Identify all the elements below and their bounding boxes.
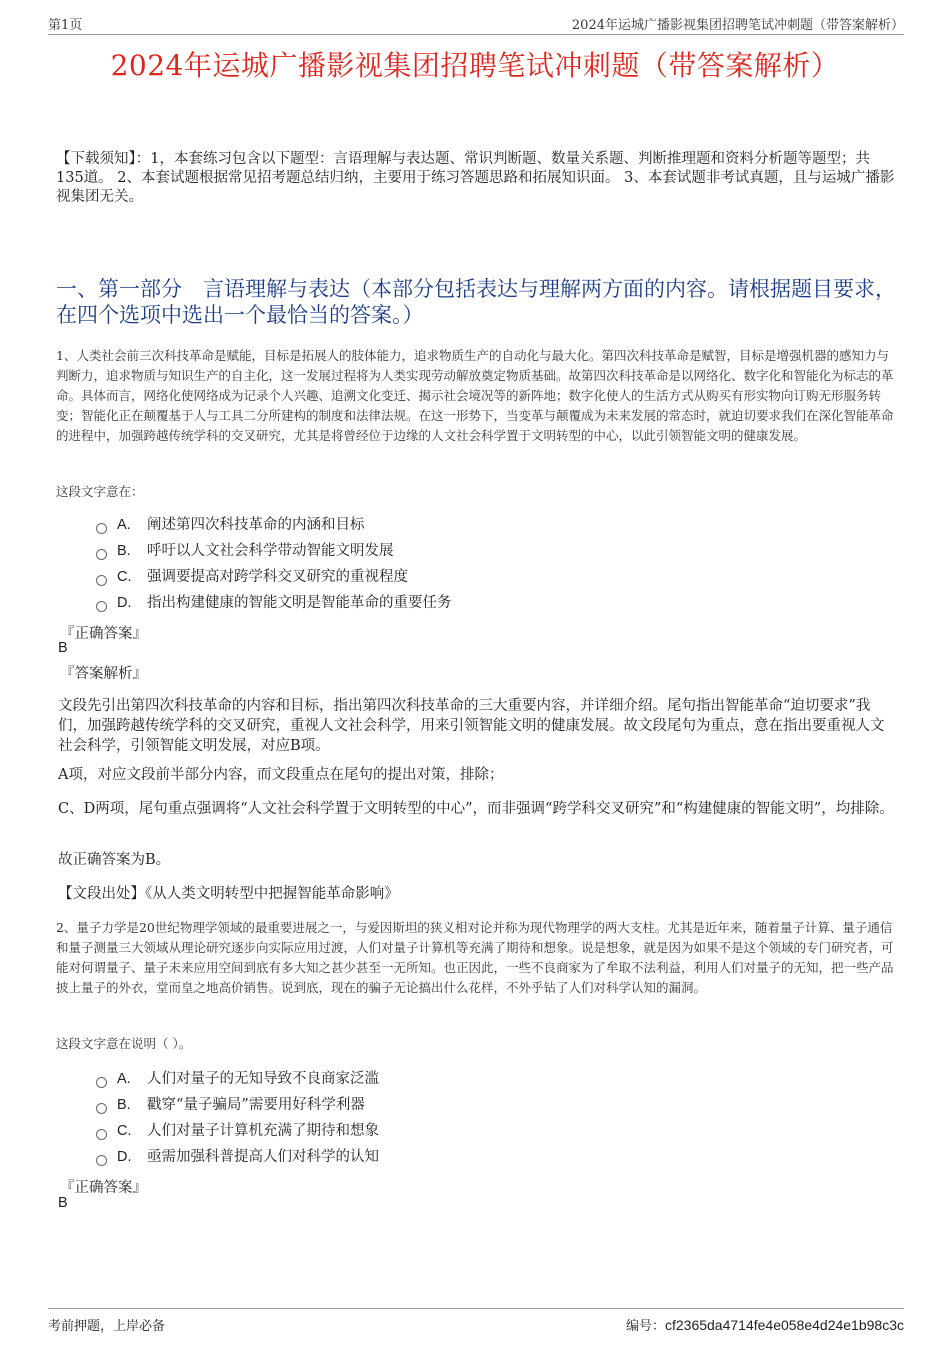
- radio-icon[interactable]: [96, 1129, 107, 1140]
- footer-slogan: 考前押题，上岸必备: [48, 1319, 166, 1334]
- analysis-tag: 『答案解析』: [60, 666, 147, 682]
- question-2-stem: 这段文字意在说明（ ）。: [56, 1036, 192, 1051]
- page-footer: [48, 1308, 904, 1339]
- radio-icon[interactable]: [96, 1103, 107, 1114]
- header-doc-title: 2024年运城广播影视集团招聘笔试冲刺题（带答案解析）: [571, 18, 904, 33]
- document-code: 编号：cf2365da4714fe4e058e4d24e1b98c3c: [625, 1317, 904, 1334]
- page-title: 2024年运城广播影视集团招聘笔试冲刺题（带答案解析）: [110, 49, 840, 82]
- question-2-options: [96, 1066, 379, 1170]
- option-c[interactable]: C. 人们对量子计算机充满了期待和想象: [96, 1118, 379, 1144]
- question-1-stem: 这段文字意在：: [56, 484, 144, 499]
- option-a[interactable]: A. 人们对量子的无知导致不良商家泛滥: [96, 1066, 379, 1092]
- answer-tag: 『正确答案』: [60, 626, 147, 642]
- radio-icon[interactable]: [96, 1155, 107, 1166]
- source-reference: 【文段出处】《从人类文明转型中把握智能革命影响》: [58, 886, 399, 902]
- radio-icon[interactable]: [96, 601, 107, 612]
- option-b[interactable]: B. 戳穿“量子骗局”需要用好科学利器: [96, 1092, 379, 1118]
- analysis-paragraph: C、D两项，尾句重点强调将“人文社会科学置于文明转型的中心”，而非强调“跨学科交叉研究”和“构建健康的智能文明”，均排除。: [58, 801, 894, 817]
- question-1-options: [96, 512, 452, 616]
- radio-icon[interactable]: [96, 523, 107, 534]
- question-1-text: 1、人类社会前三次科技革命是赋能，目标是拓展人的肢体能力，追求物质生产的自动化与最大化。第四次科技革命是赋智，目标是增强机器的感知力与判断力，追求物质与知识生产的自主化，这一发展过程将为人类实现劳动解放奠定物质基础。故第四次科技革命是以网络化、数字化和智能化为标志的革命。具体而言，网络化使网络成为记录个人兴趣、追溯文化变迁、揭示社会境况等的新阵地；数字化使人的生活方式从购买有形实物向订购无形服务转变；智能化正在颠覆基于人与工具二分所建构的制度和法律法规。在这一形势下，当变革与颠覆成为未来发展的常态时，就迫切要求我们在深化智能革命的进程中，加强跨越传统学科的交叉研究，尤其是将曾经位于边缘的人文社会科学置于文明转型的中心，以此引领智能文明的健康发展。: [56, 348, 894, 443]
- option-a[interactable]: A. 阐述第四次科技革命的内涵和目标: [96, 512, 452, 538]
- option-c[interactable]: C. 强调要提高对跨学科交叉研究的重视程度: [96, 564, 452, 590]
- option-d[interactable]: D. 指出构建健康的智能文明是智能革命的重要任务: [96, 590, 452, 616]
- analysis-paragraph: A项，对应文段前半部分内容，而文段重点在尾句的提出对策，排除；: [58, 767, 504, 783]
- page-header: [48, 14, 904, 35]
- page-number: 第1页: [48, 18, 83, 33]
- radio-icon[interactable]: [96, 1077, 107, 1088]
- answer-tag: 『正确答案』: [60, 1180, 147, 1196]
- download-notice: 【下载须知】：1，本套练习包含以下题型：言语理解与表达题、常识判断题、数量关系题、判断推理题和资料分析题等题型；共135道。 2、本套试题根据常见招考题总结归纳，主要用于练习答题思路和拓展知识面。 3、本套试题非考试真题，且与运城广播影视集团无关。: [56, 151, 895, 205]
- correct-answer: B: [58, 1195, 68, 1211]
- section-heading: 一、第一部分 言语理解与表达（本部分包括表达与理解两方面的内容。请根据题目要求，在四个选项中选出一个最恰当的答案。）: [56, 277, 896, 327]
- question-2-text: 2、量子力学是20世纪物理学领域的最重要进展之一，与爱因斯坦的狭义相对论并称为现代物理学的两大支柱。尤其是近年来，随着量子计算、量子通信和量子测量三大领域从理论研究逐步向实际应用过渡，人们对量子计算机等充满了期待和想象。说是想象，就是因为如果不是这个领域的专门研究者，可能对何谓量子、量子未来应用空间到底有多大知之甚少甚至一无所知。也正因此，一些不良商家为了牟取不法利益，利用人们对量子的无知，把一些产品披上量子的外衣，堂而皇之地高价销售。说到底，现在的骗子无论搞出什么花样，不外乎钻了人们对科学认知的漏洞。: [56, 920, 894, 995]
- option-b[interactable]: B. 呼吁以人文社会科学带动智能文明发展: [96, 538, 452, 564]
- radio-icon[interactable]: [96, 575, 107, 586]
- option-d[interactable]: D. 亟需加强科普提高人们对科学的认知: [96, 1144, 379, 1170]
- radio-icon[interactable]: [96, 549, 107, 560]
- correct-answer: B: [58, 640, 68, 656]
- analysis-paragraph: 故正确答案为B。: [58, 852, 171, 868]
- analysis-paragraph: 文段先引出第四次科技革命的内容和目标，指出第四次科技革命的三大重要内容，并详细介绍。尾句指出智能革命“迫切要求”我们，加强跨越传统学科的交叉研究，重视人文社会科学，用来引领智能文明的健康发展。故文段尾句为重点，意在指出要重视人文社会科学，引领智能文明发展，对应B项。: [58, 698, 885, 754]
